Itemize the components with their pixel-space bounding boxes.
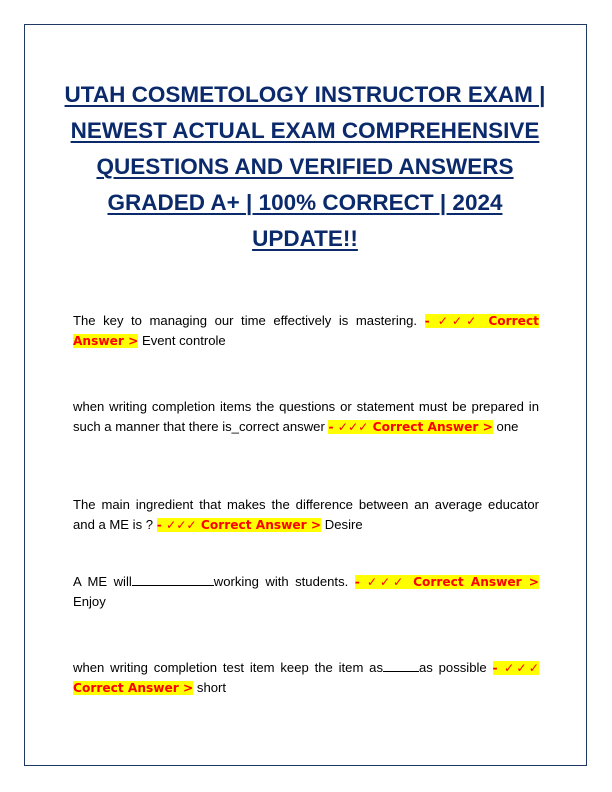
fill-in-blank bbox=[383, 659, 419, 672]
question-text: The key to managing our time effectively is mastering. bbox=[73, 313, 418, 328]
question-text-start: A ME will bbox=[73, 574, 132, 589]
correct-answer-marker: - ✓✓✓ Correct Answer > bbox=[73, 314, 540, 348]
correct-answer-marker: - ✓✓✓ Correct Answer > bbox=[354, 575, 539, 589]
answer-text: Enjoy bbox=[73, 594, 106, 609]
question-text-start: when writing completion test item keep the item as bbox=[73, 660, 383, 675]
qa-item-1 bbox=[73, 311, 539, 351]
question-text-end: as possible bbox=[419, 660, 487, 675]
question-text-end: working with students. bbox=[213, 574, 349, 589]
qa-item-2 bbox=[73, 397, 539, 437]
qa-item-3 bbox=[73, 495, 539, 535]
fill-in-blank bbox=[132, 573, 214, 586]
document-title: UTAH COSMETOLOGY INSTRUCTOR EXAM | NEWEST ACTUAL EXAM COMPREHENSIVE QUESTIONS AND VERIFIED ANSWERS GRADED A+ | 100% CORRECT | 2024 UPDATE!! bbox=[64, 82, 546, 251]
answer-text: Event controle bbox=[142, 333, 226, 348]
question-text: The main ingredient that makes the difference between an average educator and a ME is ? bbox=[73, 497, 539, 532]
answer-text: Desire bbox=[324, 517, 363, 532]
answer-text: short bbox=[196, 680, 227, 695]
qa-item-4 bbox=[73, 572, 539, 612]
correct-answer-marker: - ✓✓✓ Correct Answer > bbox=[156, 518, 322, 532]
correct-answer-marker: - ✓✓✓ Correct Answer > bbox=[328, 420, 493, 434]
correct-answer-marker: - ✓✓✓ Correct Answer > bbox=[73, 661, 539, 695]
question-text: when writing completion items the questions or statement must be prepared in such a manner that there is_correct answer bbox=[73, 399, 539, 434]
qa-item-5 bbox=[73, 658, 539, 698]
answer-text: one bbox=[496, 419, 519, 434]
